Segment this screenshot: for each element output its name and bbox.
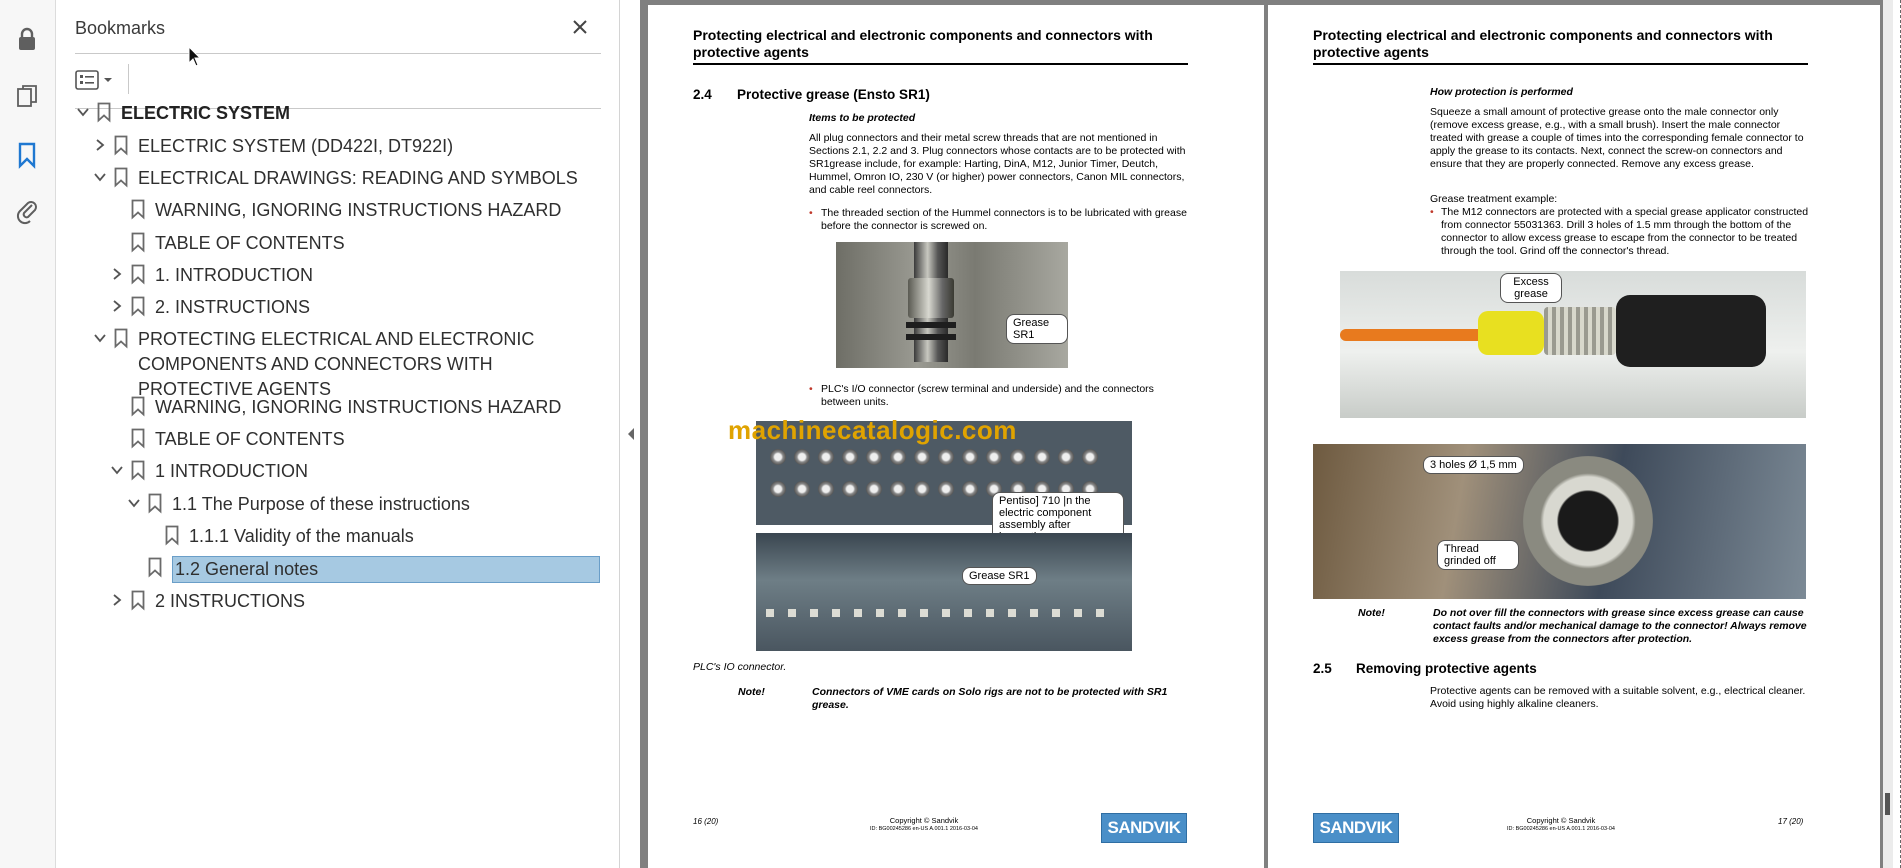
terminal-screw — [842, 449, 858, 465]
chevron-right-icon[interactable] — [92, 137, 108, 153]
bookmark-label: WARNING, IGNORING INSTRUCTIONS HAZARD — [155, 200, 562, 220]
bullet-item: • PLC's I/O connector (screw terminal and underside) and the connectors between units. — [809, 383, 1187, 409]
bookmark-label: 1.1 The Purpose of these instructions — [172, 494, 470, 514]
bookmark-icon — [131, 199, 147, 221]
chevron-down-icon[interactable] — [109, 462, 125, 478]
terminal-screw — [794, 481, 810, 497]
connector-pin — [854, 609, 862, 617]
connector-pin — [964, 609, 972, 617]
bookmark-icon — [97, 102, 113, 124]
copyright: Copyright © Sandvik — [1526, 816, 1596, 825]
connector-pin — [832, 609, 840, 617]
terminal-screw — [914, 449, 930, 465]
scrollbar-thumb[interactable] — [1885, 793, 1890, 815]
connector-pin — [986, 609, 994, 617]
terminal-screw — [842, 481, 858, 497]
note-text: Do not over fill the connectors with grease since excess grease can cause contact faults and/or mechanical damage to the connector! Always remove excess grease from the connectors after protection. — [1433, 607, 1807, 645]
terminal-screw — [890, 481, 906, 497]
connector-pin — [1008, 609, 1016, 617]
bookmark-icon — [131, 460, 147, 482]
bullet-item: • The M12 connectors are protected with a special grease applicator constructed from connector 55031363. Drill 3 holes of 1.5 mm through the bottom of the connector to allow excess grease to escape from the connector to be treated through the tool. Grind off the connector's thread. — [1430, 206, 1810, 258]
callout-pentisol: Pentiso] 710 |n the electric component assembly after — [992, 492, 1124, 546]
bookmark-label: ELECTRIC SYSTEM — [121, 103, 291, 123]
paragraph: Squeeze a small amount of protective grease onto the male connector only (remove excess grease, e.g., with a small brush). Insert the male connector treated with grease a couple of times into the corresponding female connector to apply the grease to its contacts. Next, connect the screw-on connectors and ensure that they are properly connected. Remove any excess grease. — [1430, 106, 1804, 170]
connector-pin — [1074, 609, 1082, 617]
bookmark-label: TABLE OF CONTENTS — [155, 233, 345, 253]
callout-grease: Grease SR1 — [1006, 314, 1068, 344]
chevron-down-icon[interactable] — [92, 169, 108, 185]
terminal-screw — [770, 481, 786, 497]
bookmark-icon[interactable] — [10, 138, 44, 172]
bookmark-icon — [131, 296, 147, 318]
chevron-down-icon[interactable] — [126, 495, 142, 511]
terminal-screw — [866, 449, 882, 465]
bookmark-icon — [131, 232, 147, 254]
bookmark-label: 1.2 General notes — [172, 556, 600, 583]
chevron-right-icon[interactable] — [109, 592, 125, 608]
page-number: 17 (20) — [1778, 817, 1804, 826]
bookmark-label: WARNING, IGNORING INSTRUCTIONS HAZARD — [155, 397, 562, 417]
section-title: Removing protective agents — [1356, 661, 1537, 676]
terminal-screw — [866, 481, 882, 497]
connector-pin — [1096, 609, 1104, 617]
bookmark-icon — [131, 264, 147, 286]
connector-pin — [1052, 609, 1060, 617]
note-label: Note! — [1358, 607, 1385, 619]
figure-caption: PLC's IO connector. — [693, 661, 787, 673]
callout-holes: 3 holes Ø 1,5 mm — [1423, 456, 1524, 474]
subheading: How protection is performed — [1430, 86, 1573, 98]
copyright: Copyright © Sandvik — [889, 816, 959, 825]
terminal-screw — [914, 481, 930, 497]
terminal-screw — [818, 481, 834, 497]
terminal-screw — [938, 449, 954, 465]
bullet-item: • The threaded section of the Hummel connectors is to be lubricated with grease before the connector is screwed on. — [809, 207, 1187, 233]
paragraph: Protective agents can be removed with a suitable solvent, e.g., electrical cleaner. Avoid using highly alkaline cleaners. — [1430, 685, 1806, 710]
chevron-right-icon[interactable] — [109, 266, 125, 282]
page-header: Protecting electrical and electronic components and connectors with protective agents — [1313, 27, 1808, 65]
bookmark-label: 1 INTRODUCTION — [155, 461, 308, 481]
connector-pin — [766, 609, 774, 617]
bookmark-icon — [148, 493, 164, 515]
section-title: Protective grease (Ensto SR1) — [737, 87, 930, 102]
left-tool-rail — [0, 0, 56, 868]
terminal-screw — [1010, 449, 1026, 465]
panel-title: Bookmarks — [75, 18, 166, 38]
attachment-icon[interactable] — [10, 195, 44, 229]
note-text: Connectors of VME cards on Solo rigs are not to be protected with SR1 grease. — [812, 686, 1168, 711]
bookmark-icon — [114, 135, 130, 157]
grease-applicator-photo — [1313, 444, 1806, 599]
callout-grease-2: Grease SR1 — [962, 567, 1037, 585]
connector-pin — [876, 609, 884, 617]
callout-excess-grease: Excess grease — [1500, 273, 1562, 303]
chevron-down-icon[interactable] — [92, 330, 108, 346]
hummel-connector-photo — [836, 242, 1068, 368]
connector-pin — [898, 609, 906, 617]
document-id: ID: BG00245286 en-US A.001.1 2016-03-04 — [1507, 826, 1615, 832]
terminal-screw — [986, 449, 1002, 465]
bookmark-label: PROTECTING ELECTRICAL AND ELECTRONIC COMPONENTS AND CONNECTORS WITH PROTECTIVE AGENTS — [138, 329, 535, 399]
chevron-down-icon[interactable] — [75, 104, 91, 120]
bookmark-icon — [131, 428, 147, 450]
list-options-icon[interactable] — [75, 66, 123, 94]
bookmark-icon — [148, 557, 164, 579]
watermark-text: machinecatalogic.com — [728, 415, 1017, 445]
mouse-cursor-icon — [188, 46, 202, 73]
bookmark-label: 1. INTRODUCTION — [155, 265, 314, 285]
section-number: 2.4 — [693, 87, 712, 102]
subheading: Items to be protected — [809, 112, 916, 124]
bookmark-label: 1.1.1 Validity of the manuals — [189, 526, 414, 546]
bookmark-icon — [114, 328, 130, 350]
panel-collapse-handle[interactable] — [624, 425, 638, 443]
vertical-scrollbar[interactable] — [1883, 0, 1893, 868]
chevron-right-icon[interactable] — [109, 298, 125, 314]
bookmark-label: TABLE OF CONTENTS — [155, 429, 345, 449]
page-16 — [648, 5, 1264, 868]
terminal-screw — [794, 449, 810, 465]
page-number: 16 (20) — [693, 817, 719, 826]
pages-icon[interactable] — [10, 79, 44, 113]
connector-pin — [788, 609, 796, 617]
page-header: Protecting electrical and electronic components and connectors with protective agents — [693, 27, 1188, 65]
m12-connector-photo — [1340, 271, 1806, 418]
terminal-screw — [962, 481, 978, 497]
page-17 — [1268, 5, 1880, 868]
paragraph: All plug connectors and their metal screw threads that are not mentioned in Sections 2.1, 2.2 and 3. Plug connectors whose contacts are to be protected with SR1grease include, for example: Harting, DinA, M12, Junior Timer, Deutch, Hummel, Omron IO, 230 V (or higher) power connectors, Canon MIL connectors, and cable reel connectors. — [809, 132, 1186, 196]
note-label: Note! — [738, 686, 765, 698]
bookmark-label: ELECTRIC SYSTEM (DD422I, DT922I) — [138, 136, 454, 156]
bookmark-icon — [165, 525, 181, 547]
callout-thread: Thread grinded off — [1437, 540, 1519, 570]
sandvik-logo: SANDVIK — [1101, 813, 1187, 843]
close-icon[interactable] — [567, 14, 593, 40]
connector-pin — [1030, 609, 1038, 617]
terminal-screw — [818, 449, 834, 465]
bookmark-icon — [114, 167, 130, 189]
bookmark-icon — [131, 590, 147, 612]
divider — [75, 53, 601, 54]
sandvik-logo: SANDVIK — [1313, 813, 1399, 843]
bookmarks-panel — [57, 0, 620, 868]
plc-underside-photo — [756, 533, 1132, 651]
terminal-screw — [1082, 449, 1098, 465]
connector-pin — [810, 609, 818, 617]
terminal-screw — [890, 449, 906, 465]
bookmark-label: 2 INSTRUCTIONS — [155, 591, 306, 611]
toolbar-separator — [128, 64, 129, 94]
terminal-screw — [1034, 449, 1050, 465]
terminal-screw — [1058, 449, 1074, 465]
terminal-screw — [770, 449, 786, 465]
connector-pin — [920, 609, 928, 617]
bookmark-label: ELECTRICAL DRAWINGS: READING AND SYMBOLS — [138, 168, 578, 188]
terminal-screw — [938, 481, 954, 497]
section-number: 2.5 — [1313, 661, 1332, 676]
bookmark-icon — [131, 396, 147, 418]
lock-icon[interactable] — [10, 22, 44, 56]
document-id: ID: BG00245286 en-US A.001.1 2016-03-04 — [870, 826, 978, 832]
bookmark-label: 2. INSTRUCTIONS — [155, 297, 311, 317]
document-view — [640, 0, 1893, 868]
connector-pin — [942, 609, 950, 617]
terminal-screw — [962, 449, 978, 465]
paragraph: Grease treatment example: — [1430, 193, 1558, 205]
